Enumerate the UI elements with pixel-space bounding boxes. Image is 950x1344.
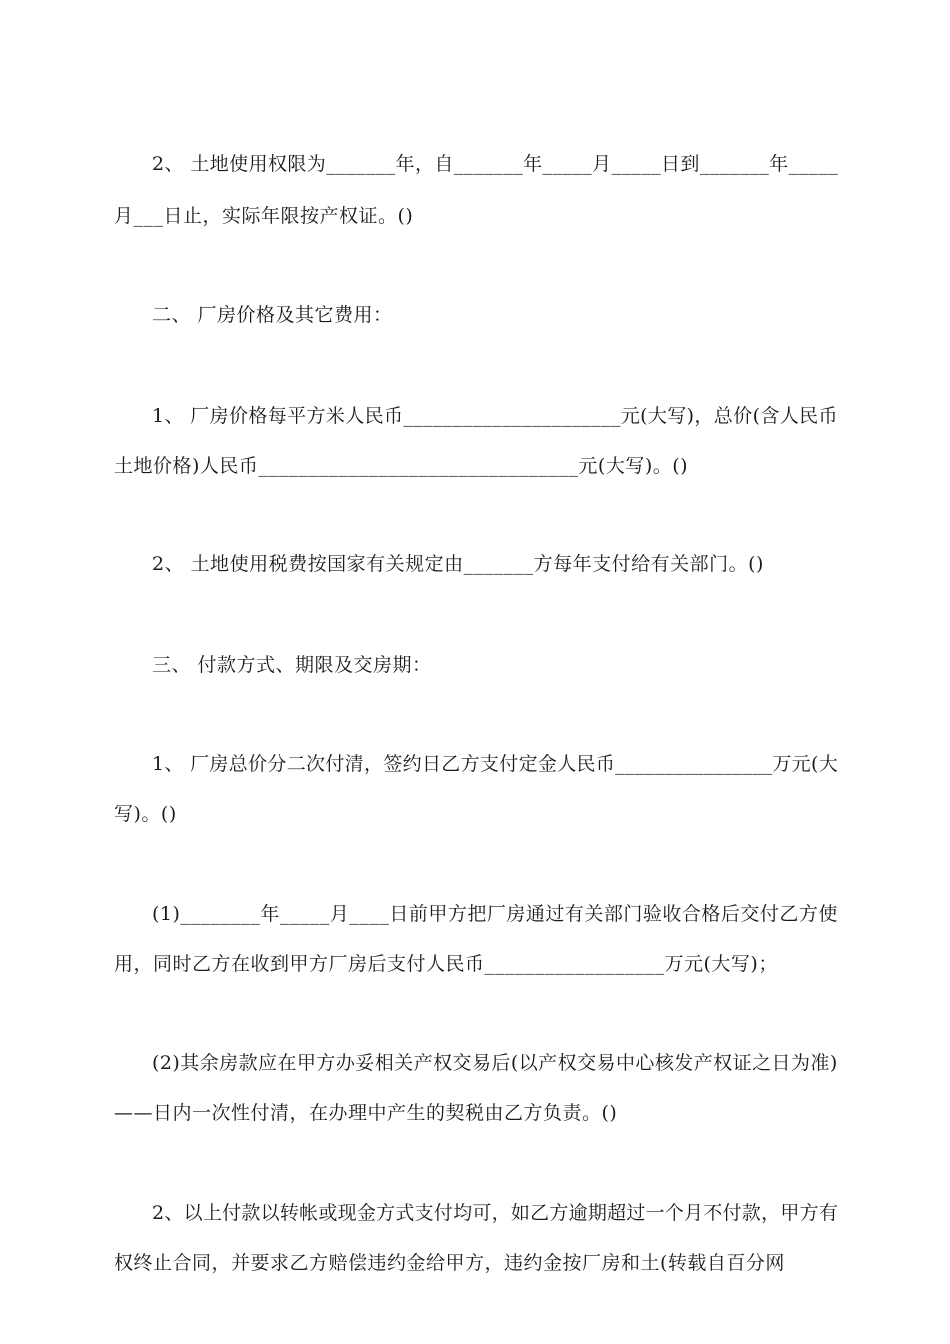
para-line-1: 2、 土地使用权限为_______年，自_______年_____月_____日到_______年_____	[152, 153, 839, 175]
para-line-13: 权终止合同，并要求乙方赔偿违约金给甲方，违约金按厂房和土(转载自百分网	[114, 1252, 785, 1274]
para-line-11: ——日内一次性付清，在办理中产生的契税由乙方负责。()	[114, 1102, 618, 1124]
para-line-6: 1、 厂房总价分二次付清，签约日乙方支付定金人民币________________万元(大	[152, 753, 839, 775]
para-line-4: 土地价格)人民币________________________________元(大写)。()	[114, 455, 689, 477]
para-line-10: (2)其余房款应在甲方办妥相关产权交易后(以产权交易中心核发产权证之日为准)	[152, 1052, 838, 1074]
para-line-7: 写)。()	[114, 803, 177, 825]
para-line-3: 1、 厂房价格每平方米人民币______________________元(大写)，总价(含人民币	[152, 405, 838, 427]
para-line-2: 月___日止，实际年限按产权证。()	[114, 205, 414, 227]
para-line-5: 2、 土地使用税费按国家有关规定由_______方每年支付给有关部门。()	[152, 553, 764, 575]
para-line-9: 用，同时乙方在收到甲方厂房后支付人民币__________________万元(大写)；	[114, 953, 778, 975]
para-line-8: (1)________年_____月____日前甲方把厂房通过有关部门验收合格后交付乙方使	[152, 903, 838, 925]
para-line-12: 2、以上付款以转帐或现金方式支付均可，如乙方逾期超过一个月不付款，甲方有	[152, 1202, 839, 1224]
section-heading-2: 二、 厂房价格及其它费用：	[152, 304, 393, 326]
section-heading-3: 三、 付款方式、期限及交房期：	[152, 654, 432, 676]
